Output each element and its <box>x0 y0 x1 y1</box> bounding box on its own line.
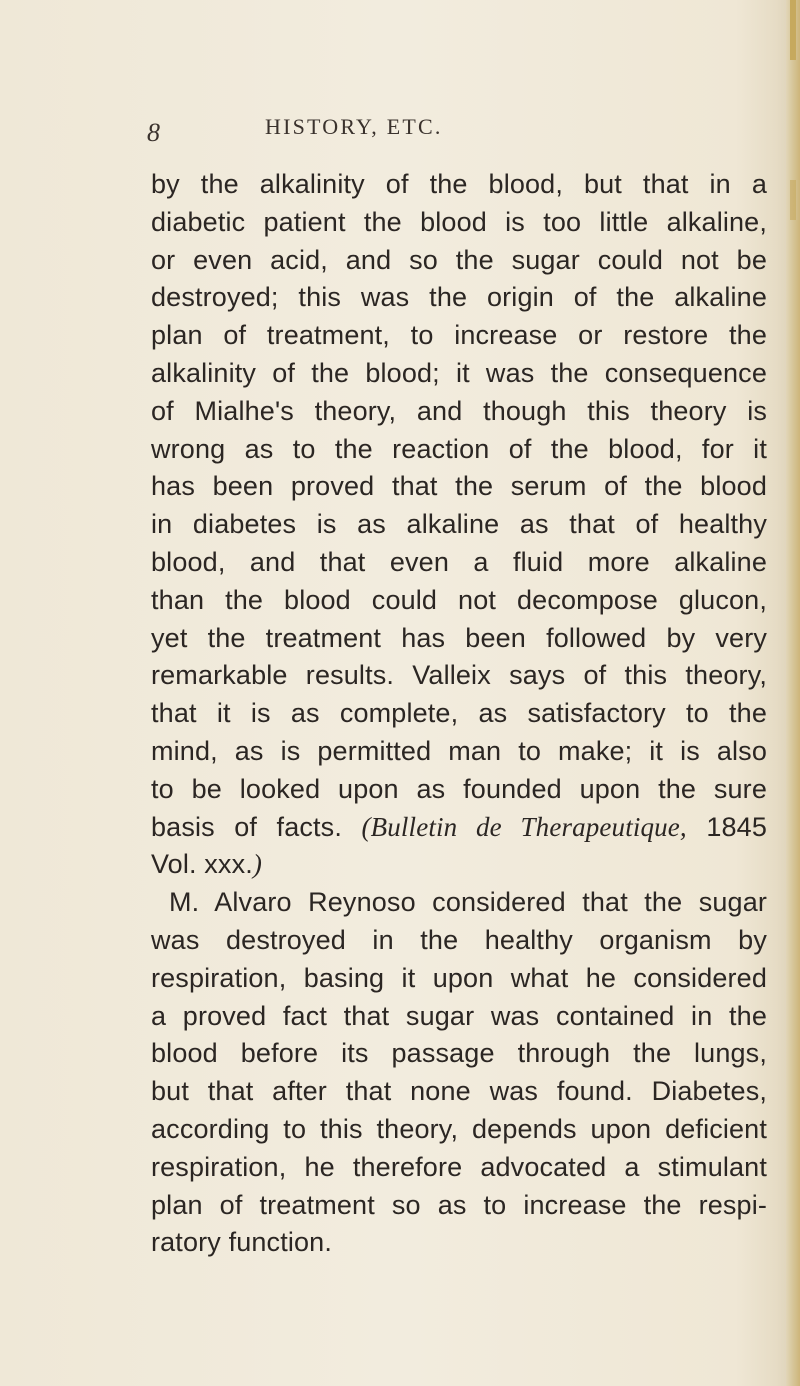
text-line: respiration, basing it upon what he considered <box>151 962 767 993</box>
text-line: alkalinity of the blood; it was the consequence <box>151 357 767 388</box>
page-header <box>0 114 800 154</box>
text-line: a proved fact that sugar was contained in the <box>151 1000 767 1031</box>
text-line: blood, and that even a fluid more alkaline <box>151 546 767 577</box>
citation-volume: Vol. xxx. <box>151 849 253 880</box>
text-line: plan of treatment, to increase or restore the <box>151 320 767 351</box>
text-line: remarkable results. Valleix says of this theory, <box>151 660 767 691</box>
text-line: in diabetes is as alkaline as that of healthy <box>151 509 767 540</box>
text-line: destroyed; this was the origin of the alkaline <box>151 282 767 313</box>
text-line: to be looked upon as founded upon the sure <box>151 773 767 804</box>
running-head: HISTORY, ETC. <box>265 114 443 139</box>
text-line: mind, as is permitted man to make; it is also <box>151 735 767 766</box>
edge-stain <box>790 180 796 220</box>
citation-lead: basis of facts. <box>151 811 342 842</box>
text-line: has been proved that the serum of the blood <box>151 471 767 502</box>
text-line: according to this theory, depends upon deficient <box>151 1113 767 1144</box>
text-line: by the alkalinity of the blood, but that in a <box>151 169 767 199</box>
text-line: or even acid, and so the sugar could not be <box>151 244 767 275</box>
body-text <box>151 166 767 1262</box>
citation-year: 1845 <box>706 811 767 842</box>
text-line: plan of treatment so as to increase the respi- <box>151 1189 767 1220</box>
text-line: that it is as complete, as satisfactory to the <box>151 698 767 729</box>
citation-line <box>151 809 767 847</box>
page-edge-shadow <box>786 0 800 1386</box>
text-line: ratory function. <box>151 1227 332 1258</box>
text-line: but that after that none was found. Diabetes, <box>151 1076 767 1107</box>
paragraph-first-line: M. Alvaro Reynoso considered that the sugar <box>169 887 767 918</box>
text-line: blood before its passage through the lungs, <box>151 1038 767 1069</box>
text-line: wrong as to the reaction of the blood, for it <box>151 433 767 464</box>
edge-stain <box>790 0 796 60</box>
text-line: than the blood could not decompose glucon, <box>151 584 767 615</box>
text-line: yet the treatment has been followed by very <box>151 622 767 653</box>
text-line: was destroyed in the healthy organism by <box>151 924 767 955</box>
text-line: diabetic patient the blood is too little alkaline, <box>151 206 767 237</box>
citation-close: ) <box>252 849 263 880</box>
citation-title: (Bulletin de Therapeutique, <box>361 811 687 842</box>
text-line: respiration, he therefore advocated a stimulant <box>151 1151 767 1182</box>
page-number: 8 <box>147 118 160 147</box>
citation-volume-line <box>151 846 767 884</box>
text-line: of Mialhe's theory, and though this theory is <box>151 395 767 426</box>
